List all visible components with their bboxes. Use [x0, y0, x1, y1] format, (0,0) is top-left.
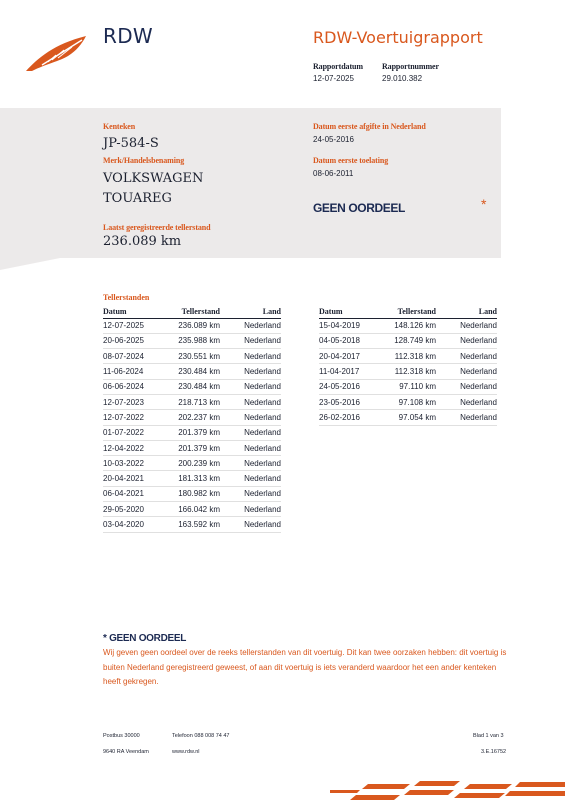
last-odometer-value: 236.089 km	[103, 234, 182, 249]
cell-date: 12-07-2022	[103, 410, 173, 425]
cell-odometer: 230.484 km	[173, 364, 220, 379]
cell-date: 11-04-2017	[319, 364, 389, 379]
plate-label: Kenteken	[103, 122, 136, 131]
cell-odometer: 148.126 km	[389, 318, 436, 333]
footer-address-line1: Postbus 30000	[103, 733, 140, 739]
cell-country: Nederland	[220, 379, 281, 394]
table-row	[103, 349, 281, 364]
rdw-feather-logo-icon	[24, 34, 94, 74]
col-header-country: Land	[220, 306, 281, 318]
cell-country: Nederland	[220, 502, 281, 517]
cell-date: 20-04-2017	[319, 349, 389, 364]
cell-country: Nederland	[220, 486, 281, 501]
footer-address-line2: 9640 RA Veendam	[103, 749, 149, 755]
panel-corner-decoration	[0, 258, 60, 270]
cell-odometer: 230.551 km	[173, 349, 220, 364]
report-number-label: Rapportnummer	[382, 62, 439, 71]
cell-country: Nederland	[436, 333, 497, 348]
table-row	[103, 486, 281, 501]
cell-country: Nederland	[436, 349, 497, 364]
footnote-text: Wij geven geen oordeel over de reeks tellerstanden van dit voertuig. Dit kan twee oorzaken hebben: dit voertuig is buiten Nederland geregistreerd geweest, of aan dit voertuig is iets veranderd waardoor het een ander kenteken heeft gekregen.	[103, 648, 507, 686]
col-header-country: Land	[436, 306, 497, 318]
cell-date: 06-06-2024	[103, 379, 173, 394]
brand-name: RDW	[103, 24, 153, 48]
cell-country: Nederland	[220, 394, 281, 409]
report-date-value: 12-07-2025	[313, 74, 354, 83]
report-number-block	[382, 62, 439, 83]
col-header-odometer: Tellerstand	[389, 306, 436, 318]
table-row	[319, 410, 497, 425]
col-header-date: Datum	[103, 306, 173, 318]
cell-date: 23-05-2016	[319, 394, 389, 409]
first-admission-value: 08-06-2011	[313, 169, 354, 178]
report-title: RDW-Voertuigrapport	[313, 28, 483, 47]
cell-odometer: 236.089 km	[173, 318, 220, 333]
cell-odometer: 201.379 km	[173, 425, 220, 440]
cell-date: 11-06-2024	[103, 364, 173, 379]
table-row	[103, 394, 281, 409]
cell-odometer: 166.042 km	[173, 502, 220, 517]
footnote-title: * GEEN OORDEEL	[103, 633, 187, 644]
cell-date: 03-04-2020	[103, 517, 173, 532]
cell-date: 06-04-2021	[103, 486, 173, 501]
cell-country: Nederland	[220, 333, 281, 348]
table-row	[319, 379, 497, 394]
odometer-section-title: Tellerstanden	[103, 293, 150, 302]
table-row	[319, 394, 497, 409]
cell-country: Nederland	[220, 349, 281, 364]
table-row	[103, 440, 281, 455]
table-row	[103, 333, 281, 348]
table-row	[319, 333, 497, 348]
table-row	[103, 456, 281, 471]
first-nl-label: Datum eerste afgifte in Nederland	[313, 122, 426, 131]
cell-date: 20-04-2021	[103, 471, 173, 486]
cell-country: Nederland	[220, 456, 281, 471]
cell-odometer: 112.318 km	[389, 364, 436, 379]
footer-page-number: Blad 1 van 3	[473, 733, 504, 739]
cell-country: Nederland	[220, 410, 281, 425]
odometer-table-right	[319, 306, 497, 426]
cell-date: 10-03-2022	[103, 456, 173, 471]
cell-date: 24-05-2016	[319, 379, 389, 394]
cell-country: Nederland	[220, 440, 281, 455]
cell-country: Nederland	[220, 425, 281, 440]
cell-odometer: 201.379 km	[173, 440, 220, 455]
table-row	[319, 318, 497, 333]
decorative-speed-stripes-icon	[330, 778, 565, 800]
cell-odometer: 97.110 km	[389, 379, 436, 394]
table-row	[103, 410, 281, 425]
cell-date: 12-07-2025	[103, 318, 173, 333]
verdict-value: GEEN OORDEEL	[313, 201, 405, 215]
cell-country: Nederland	[436, 364, 497, 379]
table-row	[103, 471, 281, 486]
cell-date: 15-04-2019	[319, 318, 389, 333]
first-admission-label: Datum eerste toelating	[313, 156, 389, 165]
table-header-row	[103, 306, 281, 318]
cell-odometer: 128.749 km	[389, 333, 436, 348]
cell-odometer: 112.318 km	[389, 349, 436, 364]
plate-value: JP-584-S	[103, 136, 159, 151]
table-row	[103, 318, 281, 333]
cell-date: 12-07-2023	[103, 394, 173, 409]
cell-odometer: 181.313 km	[173, 471, 220, 486]
cell-odometer: 200.239 km	[173, 456, 220, 471]
last-odometer-label: Laatst geregistreerde tellerstand	[103, 223, 211, 232]
footer-phone: Telefoon 088 008 74 47	[172, 733, 230, 739]
col-header-date: Datum	[319, 306, 389, 318]
cell-date: 26-02-2016	[319, 410, 389, 425]
cell-odometer: 218.713 km	[173, 394, 220, 409]
table-row	[103, 502, 281, 517]
cell-odometer: 230.484 km	[173, 379, 220, 394]
cell-country: Nederland	[220, 364, 281, 379]
cell-odometer: 235.988 km	[173, 333, 220, 348]
footer-document-code: 3.E.16752	[481, 749, 507, 755]
report-date-label: Rapportdatum	[313, 62, 363, 71]
col-header-odometer: Tellerstand	[173, 306, 220, 318]
first-nl-value: 24-05-2016	[313, 135, 354, 144]
cell-country: Nederland	[220, 318, 281, 333]
cell-country: Nederland	[436, 394, 497, 409]
footer-website: www.rdw.nl	[172, 749, 200, 755]
cell-country: Nederland	[436, 410, 497, 425]
table-row	[319, 364, 497, 379]
cell-date: 12-04-2022	[103, 440, 173, 455]
report-date-block	[313, 62, 363, 83]
make-value: VOLKSWAGEN	[103, 171, 204, 186]
cell-odometer: 180.982 km	[173, 486, 220, 501]
cell-country: Nederland	[220, 471, 281, 486]
table-row	[103, 425, 281, 440]
cell-odometer: 97.108 km	[389, 394, 436, 409]
cell-country: Nederland	[436, 379, 497, 394]
table-row	[319, 349, 497, 364]
cell-odometer: 202.237 km	[173, 410, 220, 425]
table-row	[103, 364, 281, 379]
table-row	[103, 517, 281, 532]
cell-date: 08-07-2024	[103, 349, 173, 364]
verdict-asterisk: *	[481, 196, 487, 212]
cell-date: 04-05-2018	[319, 333, 389, 348]
model-value: TOUAREG	[103, 191, 172, 206]
cell-odometer: 163.592 km	[173, 517, 220, 532]
report-number-value: 29.010.382	[382, 74, 423, 83]
odometer-table-left	[103, 306, 281, 533]
cell-date: 29-05-2020	[103, 502, 173, 517]
cell-country: Nederland	[436, 318, 497, 333]
cell-country: Nederland	[220, 517, 281, 532]
table-row	[103, 379, 281, 394]
table-header-row	[319, 306, 497, 318]
make-label: Merk/Handelsbenaming	[103, 156, 185, 165]
cell-odometer: 97.054 km	[389, 410, 436, 425]
cell-date: 01-07-2022	[103, 425, 173, 440]
cell-date: 20-06-2025	[103, 333, 173, 348]
